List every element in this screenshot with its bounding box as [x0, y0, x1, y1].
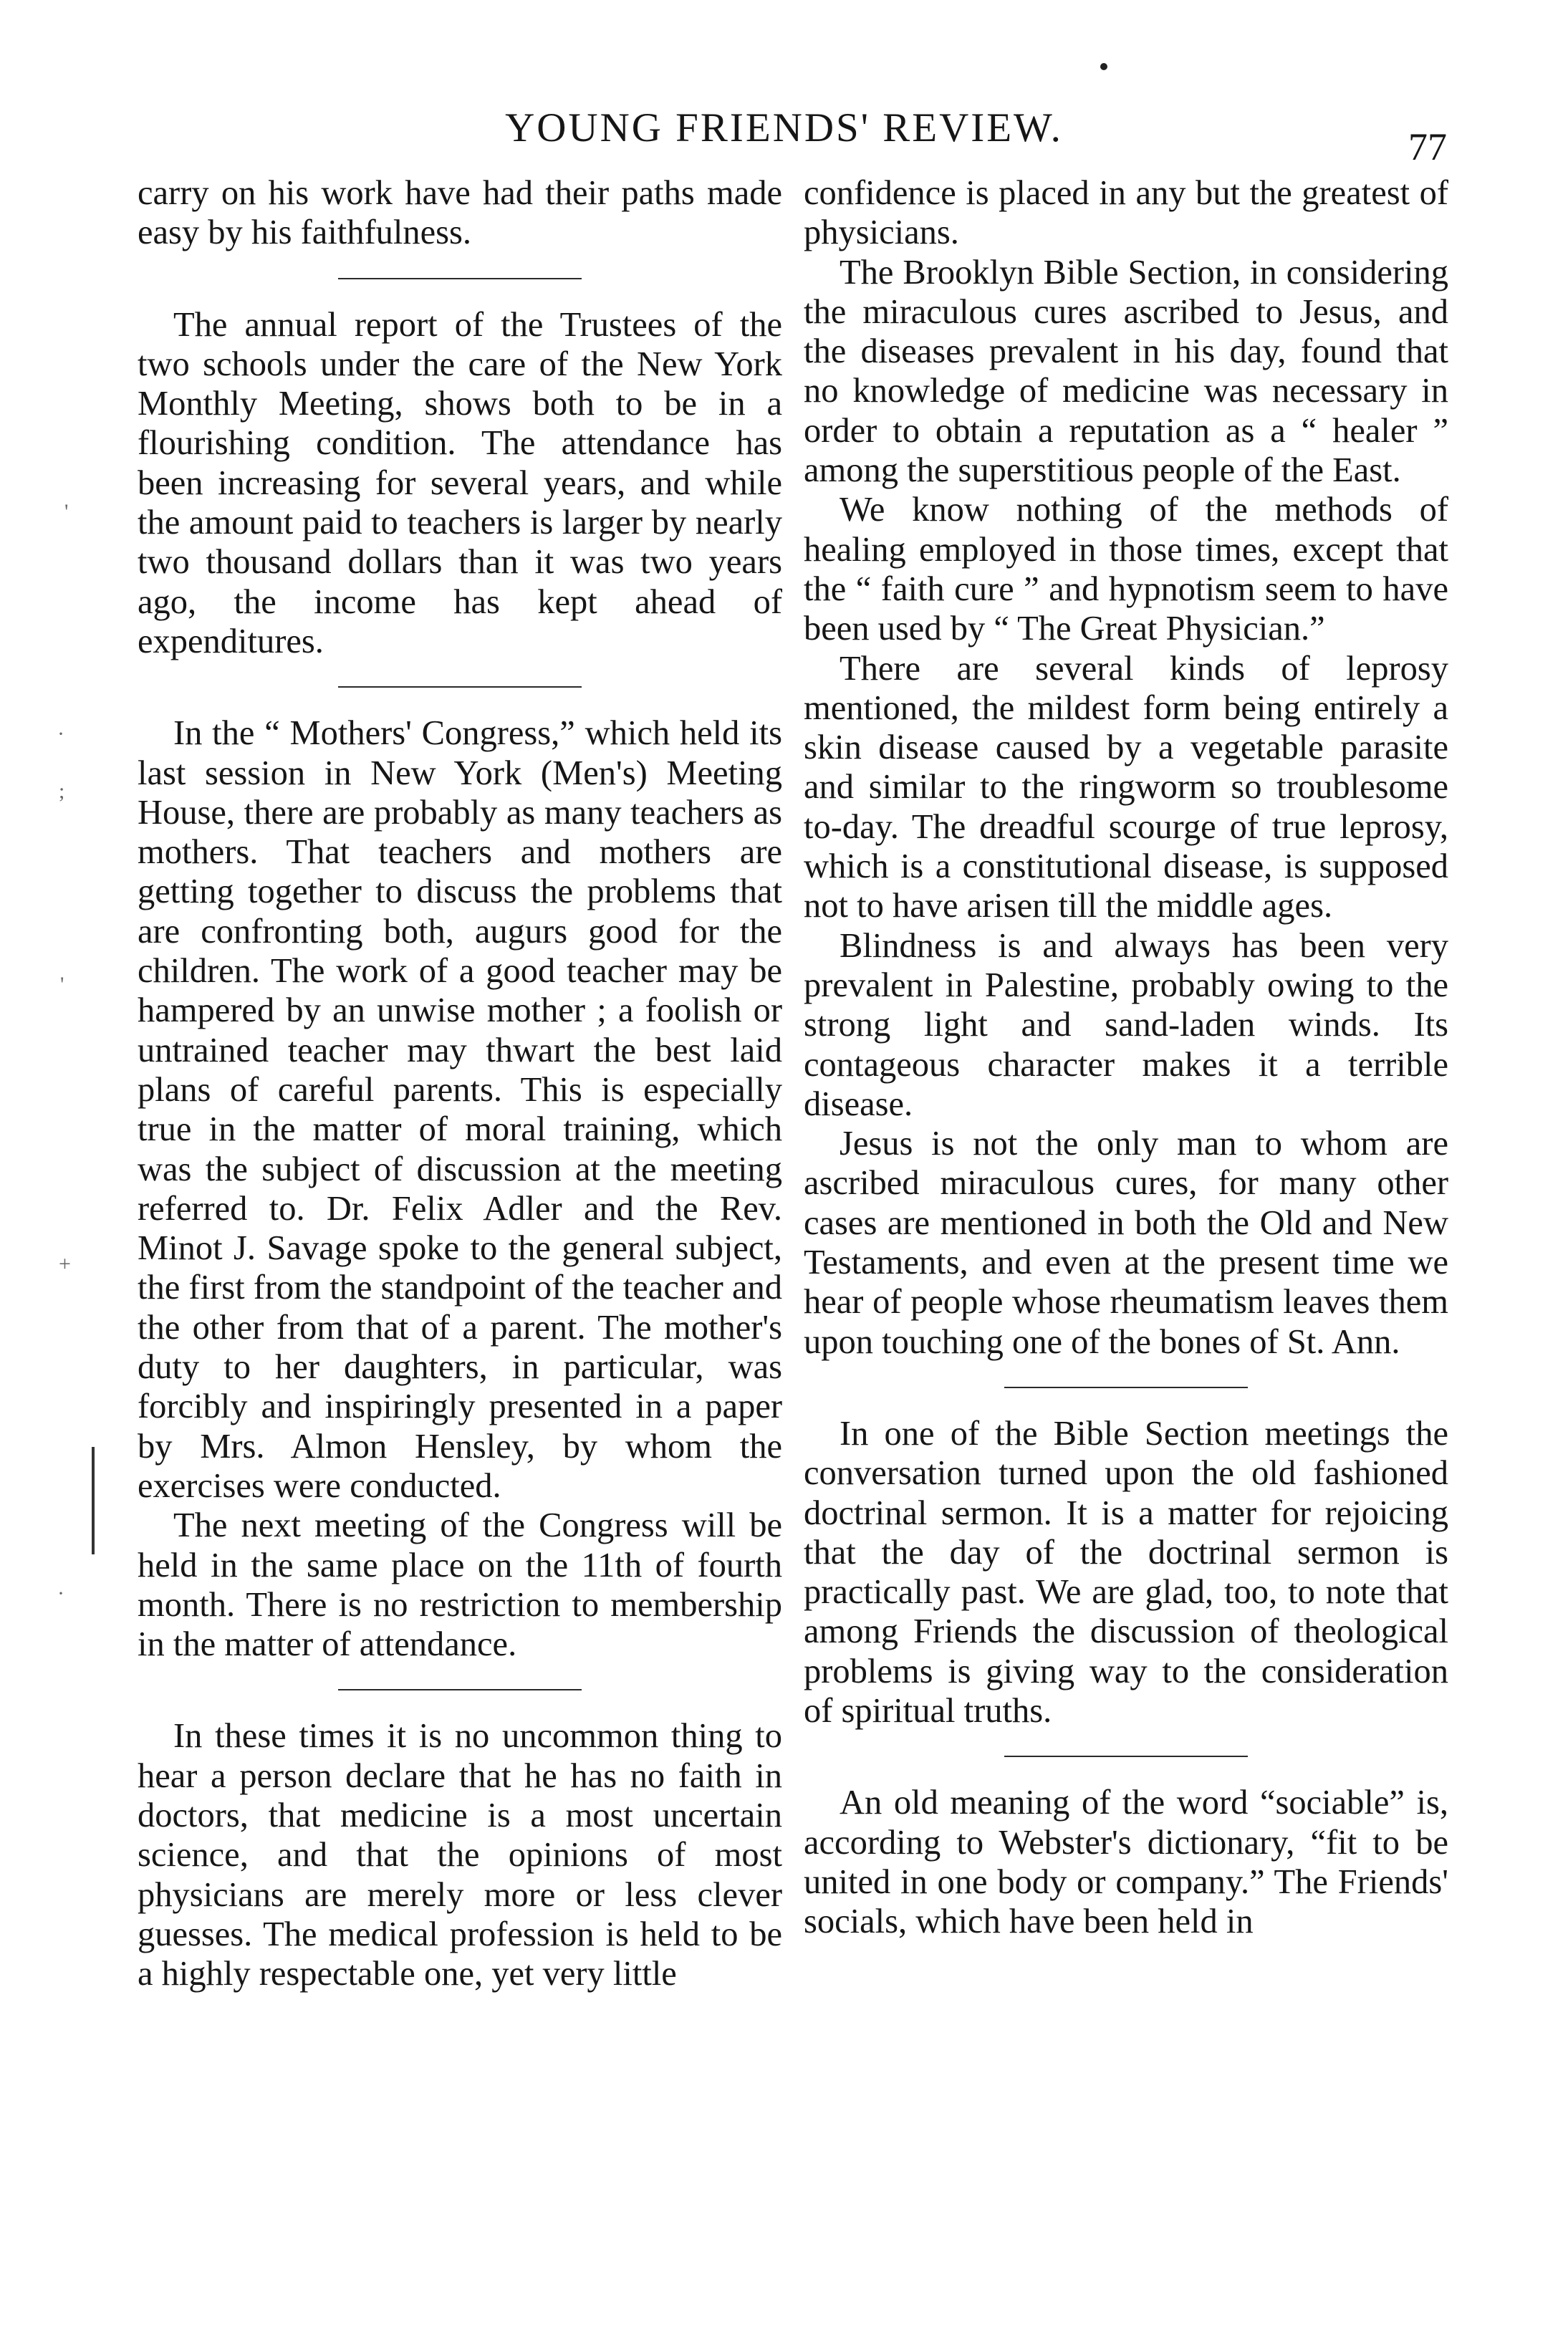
- section-divider: [338, 1689, 582, 1690]
- margin-marks: [43, 0, 100, 2338]
- paragraph: We know nothing of the methods of healing employed in those times, except that the “ faith cure ” and hypnotism seem to have been used by “ The Great Physician.”: [804, 491, 1448, 648]
- paragraph: The annual report of the Trustees of the two schools under the care of the New York Monthly Meeting, shows both to be in a flourishing condition. The attendance has been increasing for several years, and while the amount paid to teachers is larger by nearly two thousand dollars than it was two years ago, the income has kept ahead of expenditures.: [138, 305, 782, 660]
- section-divider: [338, 686, 582, 688]
- running-head: YOUNG FRIENDS' REVIEW.: [505, 105, 1063, 150]
- paragraph: In one of the Bible Section meetings the conversation turned upon the old fashioned doctrinal sermon. It is a matter for rejoicing that the day of the doctrinal sermon is practically past. We are glad, too, to note that among Friends the discussion of theological problems is giving way to the consideration of spiritual truths.: [804, 1414, 1448, 1730]
- margin-speck: ·: [57, 722, 64, 746]
- margin-speck: ': [64, 500, 69, 524]
- paragraph: In these times it is no uncommon thing to hear a person declare that he has no faith in doctors, that medicine is a most uncertain science, and that the opinions of most physicians are merely more or less clever guesses. The medical profession is held to be a highly respectable one, yet very little: [138, 1717, 782, 1993]
- section-divider: [1004, 1387, 1248, 1388]
- paragraph: The Brooklyn Bible Section, in considering the miraculous cures ascribed to Jesus, and the diseases prevalent in his day, found that no knowledge of medicine was necessary in order to obtain a reputation as a “ healer ” among the superstitious people of the East.: [804, 253, 1448, 490]
- paragraph: There are several kinds of leprosy mentioned, the mildest form being entirely a skin disease caused by a vegetable parasite and similar to the ringworm so troublesome to-day. The dreadful scourge of true leprosy, which is a constitutional disease, is supposed not to have arisen till the middle ages.: [804, 649, 1448, 925]
- right-column: [804, 173, 1448, 1941]
- left-column: [138, 173, 782, 1993]
- margin-speck: ·: [57, 1582, 64, 1605]
- paragraph: Jesus is not the only man to whom are ascribed miraculous cures, for many other cases are mentioned in both the Old and New Testaments, and even at the present time we hear of people whose rheumatism leaves them upon touching one of the bones of St. Ann.: [804, 1125, 1448, 1361]
- paragraph: An old meaning of the word “sociable” is, according to Webster's dictionary, “fit to be united in one body or company.” The Friends' socials, which have been held in: [804, 1784, 1448, 1941]
- paragraph: In the “ Mothers' Congress,” which held its last session in New York (Men's) Meeting House, there are probably as many teachers as mothers. That teachers and mothers are getting together to discuss the problems that are confronting both, augurs good for the children. The work of a good teacher may be hampered by an unwise mother ; a foolish or untrained teacher may thwart the best laid plans of careful parents. This is especially true in the matter of moral training, which was the subject of discussion at the meeting referred to. Dr. Felix Adler and the Rev. Minot J. Savage spoke to the general subject, the first from the standpoint of the teacher and the other from that of a parent. The mother's duty to her daughters, in particular, was forcibly and inspiringly presented in a paper by Mrs. Almon Hensley, by whom the exercises were conducted.: [138, 714, 782, 1505]
- paragraph: Blindness is and always has been very prevalent in Palestine, probably owing to the strong light and sand-laden winds. Its contageous character makes it a terrible disease.: [804, 926, 1448, 1123]
- page-number: 77: [1408, 125, 1447, 168]
- paragraph: carry on his work have had their paths made easy by his faithfulness.: [138, 174, 782, 252]
- margin-speck: ;: [59, 779, 65, 803]
- section-divider: [338, 278, 582, 279]
- ink-speck: [1100, 63, 1107, 70]
- margin-speck: ': [60, 973, 64, 996]
- margin-bar: [92, 1447, 95, 1554]
- paragraph: The next meeting of the Congress will be held in the same place on the 11th of fourth month. There is no restriction to membership in the matter of attendance.: [138, 1506, 782, 1664]
- paragraph: confidence is placed in any but the greatest of physicians.: [804, 174, 1448, 252]
- section-divider: [1004, 1756, 1248, 1757]
- margin-speck: +: [59, 1252, 71, 1276]
